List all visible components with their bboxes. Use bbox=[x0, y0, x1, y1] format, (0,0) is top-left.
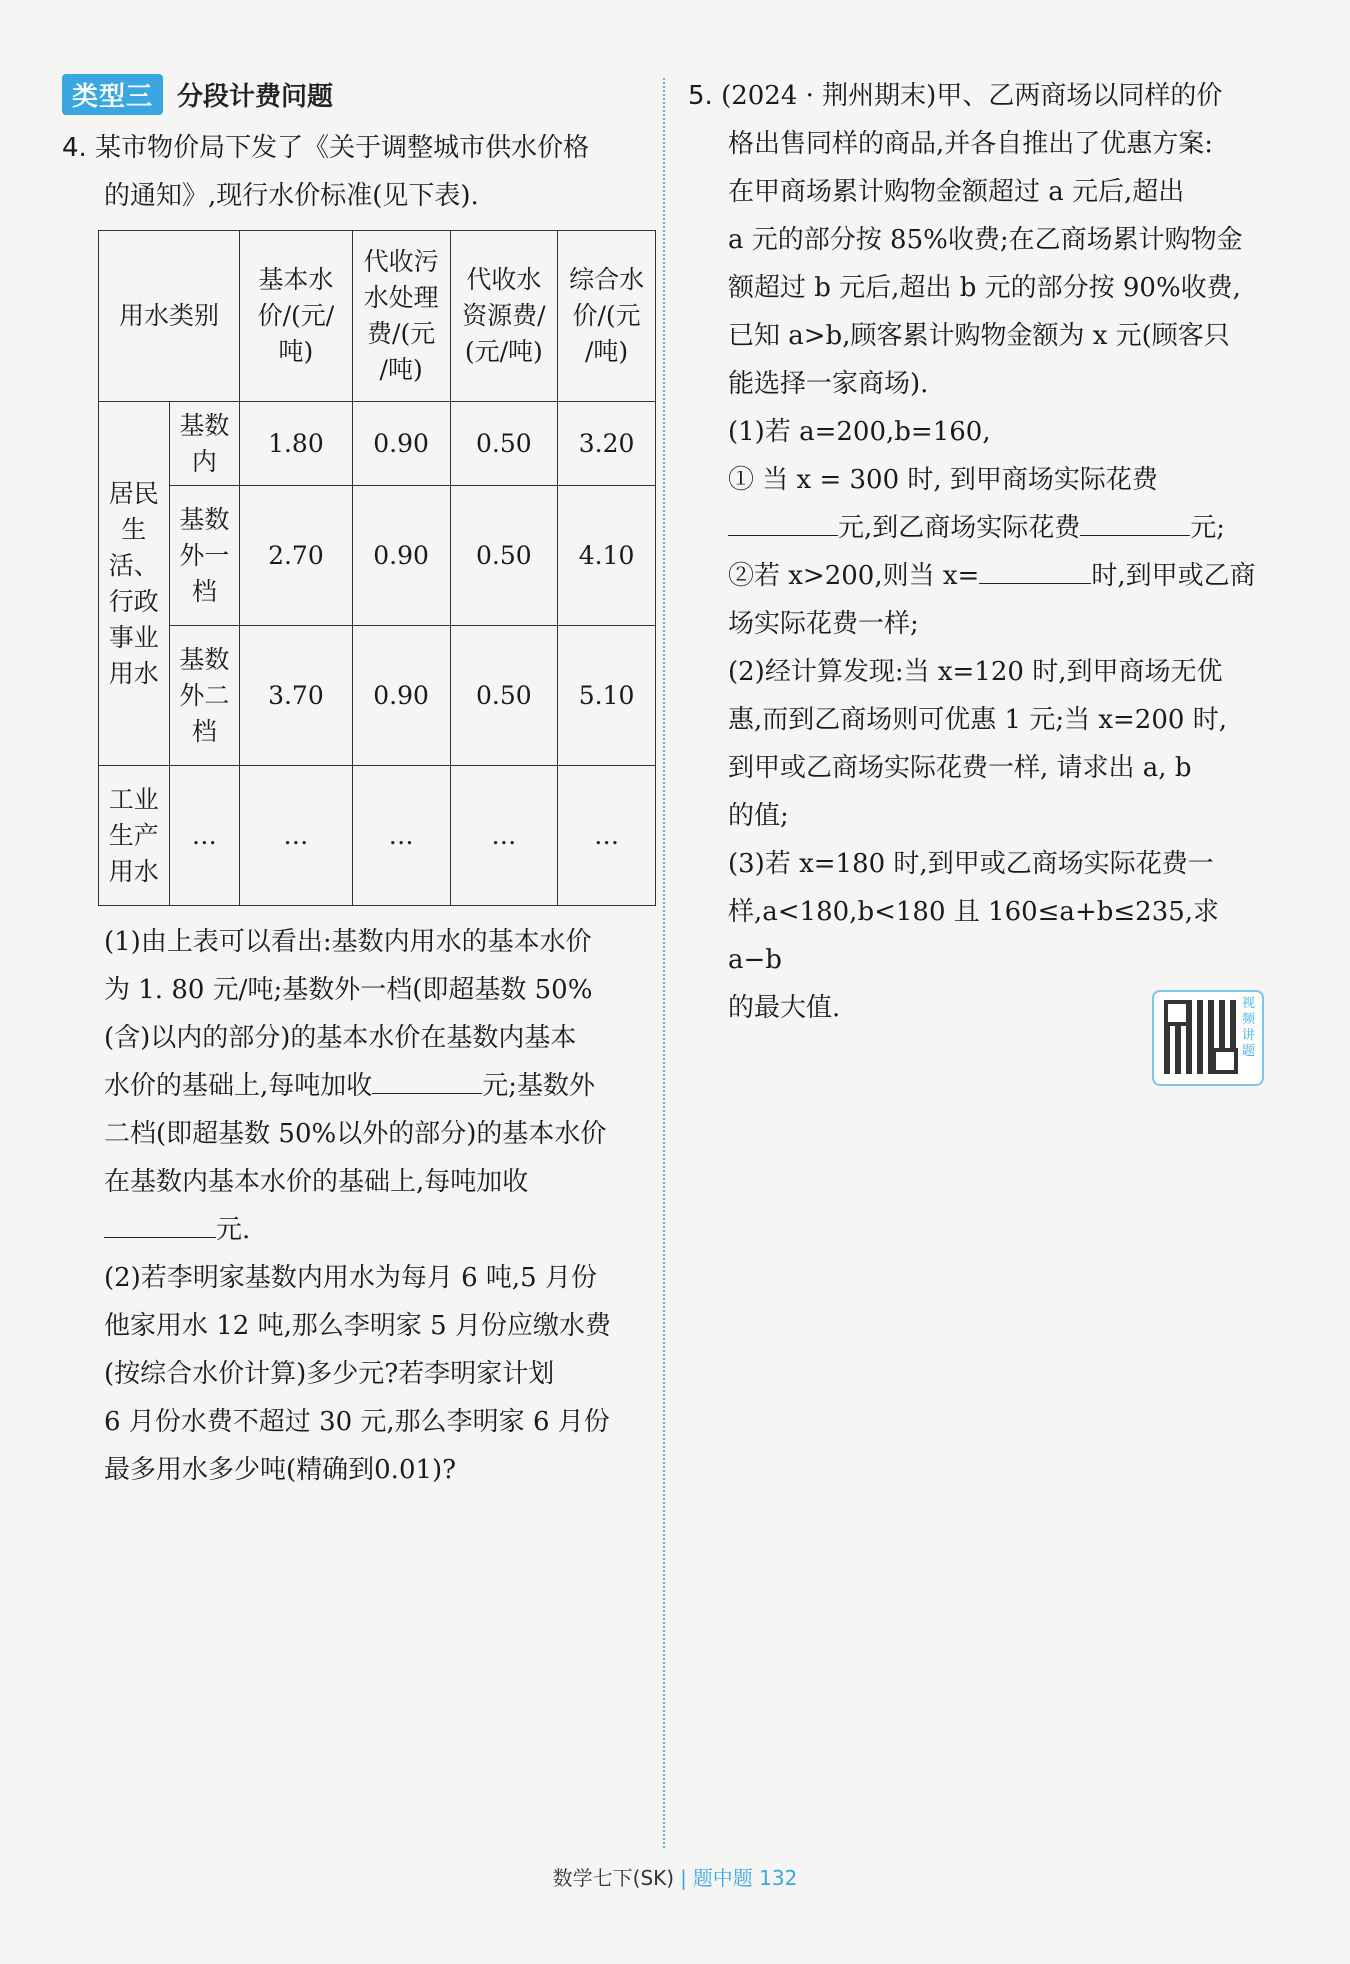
qr-code[interactable] bbox=[1152, 990, 1264, 1086]
q5-part1-head: (1)若 a=200,b=160, bbox=[728, 417, 991, 447]
left-column bbox=[62, 72, 662, 1494]
total-price-cell: 5.10 bbox=[558, 626, 656, 766]
header-basic: 基本水 价/(元/ 吨) bbox=[240, 231, 353, 402]
tier-cell: 基数 外一 档 bbox=[169, 486, 240, 626]
water-price-table bbox=[98, 230, 656, 906]
footer-book: 数学七下(SK) bbox=[552, 1866, 675, 1890]
answer-blank[interactable] bbox=[104, 1211, 216, 1238]
q4-intro-line2: 的通知》,现行水价标准(见下表). bbox=[104, 181, 479, 211]
footer-separator: | bbox=[680, 1866, 687, 1890]
q4-part1: (1)由上表可以看出:基数内用水的基本水价 为 1. 80 元/吨;基数外一档(即超基数 50% (含)以内的部分)的基本水价在基数内基本 水价的基础上,每吨加收 元;基数外 二档(即超基数 50%以外的部分)的基本水价 在基数内基本水价的基础上,每吨加收 元. bbox=[104, 927, 607, 1245]
q5-intro-line1: 5. (2024 · 荆州期末)甲、乙两商场以同样的价 bbox=[688, 81, 1223, 111]
table-header-row bbox=[99, 231, 656, 402]
group-label: 居民 生活、 行政 事业 用水 bbox=[99, 402, 170, 766]
section-title: 分段计费问题 bbox=[177, 81, 334, 112]
total-price-cell: 3.20 bbox=[558, 402, 656, 486]
page-footer bbox=[0, 1862, 1350, 1891]
sewage-fee-cell: … bbox=[352, 766, 450, 906]
q5-number: 5. bbox=[688, 81, 713, 111]
answer-blank[interactable] bbox=[1080, 509, 1190, 536]
resource-fee-cell: 0.50 bbox=[450, 626, 558, 766]
answer-blank[interactable] bbox=[372, 1067, 482, 1094]
q5-intro: 格出售同样的商品,并各自推出了优惠方案: 在甲商场累计购物金额超过 a 元后,超出 a 元的部分按 85%收费;在乙商场累计购物金 额超过 b 元后,超出 b 元的部分按 90%收费, 已知 a>b,顾客累计购物金额为 x 元(顾客只 能选择一家商场). (1)若 a=200,b=160, ① 当 x = 300 时, 到甲商场实际花费 元,到乙商场实际花费 元; ②若 x>200,则当 x= 时,到甲或乙商 场实际花费一样; (2)经计算发现:当 x=120 时,到甲商场无优 惠,而到乙商场则可优惠 1 元;当 x=200 时, 到甲或乙商场实际花费一样, 请求出 a, b 的值; (3)若 x=180 时,到甲或乙商场实际花费一 样,a<180,b<180 且 160≤a+b≤235,求 a−b 的最大值. bbox=[688, 120, 1278, 1032]
header-type: 用水类别 bbox=[99, 231, 240, 402]
footer-brand: 题中题 bbox=[692, 1866, 753, 1890]
sewage-fee-cell: 0.90 bbox=[352, 486, 450, 626]
tier-cell: … bbox=[169, 766, 240, 906]
section-badge: 类型三 bbox=[62, 74, 163, 115]
right-column bbox=[688, 72, 1278, 1032]
q4-number: 4. bbox=[62, 133, 87, 163]
answer-blank[interactable] bbox=[728, 509, 838, 536]
industry-label: 工业 生产 用水 bbox=[99, 766, 170, 906]
table-row bbox=[99, 626, 656, 766]
qr-label: 视频讲题 bbox=[1242, 996, 1256, 1059]
table-row bbox=[99, 486, 656, 626]
table-row-industry bbox=[99, 766, 656, 906]
resource-fee-cell: 0.50 bbox=[450, 486, 558, 626]
header-sewage: 代收污 水处理 费/(元 /吨) bbox=[352, 231, 450, 402]
sewage-fee-cell: 0.90 bbox=[352, 402, 450, 486]
resource-fee-cell: … bbox=[450, 766, 558, 906]
tier-cell: 基数 外二 档 bbox=[169, 626, 240, 766]
header-total: 综合水 价/(元 /吨) bbox=[558, 231, 656, 402]
column-divider bbox=[663, 78, 665, 1848]
answer-blank[interactable] bbox=[979, 557, 1091, 584]
basic-price-cell: 3.70 bbox=[240, 626, 353, 766]
q4-part2: (2)若李明家基数内用水为每月 6 吨,5 月份 他家用水 12 吨,那么李明家 5 月份应缴水费 (按综合水价计算)多少元?若李明家计划 6 月份水费不超过 30 元,那么李明家 6 月份 最多用水多少吨(精确到0.01)? bbox=[104, 1263, 611, 1485]
basic-price-cell: 1.80 bbox=[240, 402, 353, 486]
sewage-fee-cell: 0.90 bbox=[352, 626, 450, 766]
table-row bbox=[99, 402, 656, 486]
section-header bbox=[62, 72, 662, 116]
total-price-cell: 4.10 bbox=[558, 486, 656, 626]
tier-cell: 基数 内 bbox=[169, 402, 240, 486]
basic-price-cell: 2.70 bbox=[240, 486, 353, 626]
qr-code-icon bbox=[1164, 1000, 1238, 1074]
q4-intro-line1: 4. 某市物价局下发了《关于调整城市供水价格 bbox=[62, 133, 590, 163]
total-price-cell: … bbox=[558, 766, 656, 906]
header-resource: 代收水 资源费/ (元/吨) bbox=[450, 231, 558, 402]
page-number: 132 bbox=[759, 1866, 798, 1890]
resource-fee-cell: 0.50 bbox=[450, 402, 558, 486]
basic-price-cell: … bbox=[240, 766, 353, 906]
